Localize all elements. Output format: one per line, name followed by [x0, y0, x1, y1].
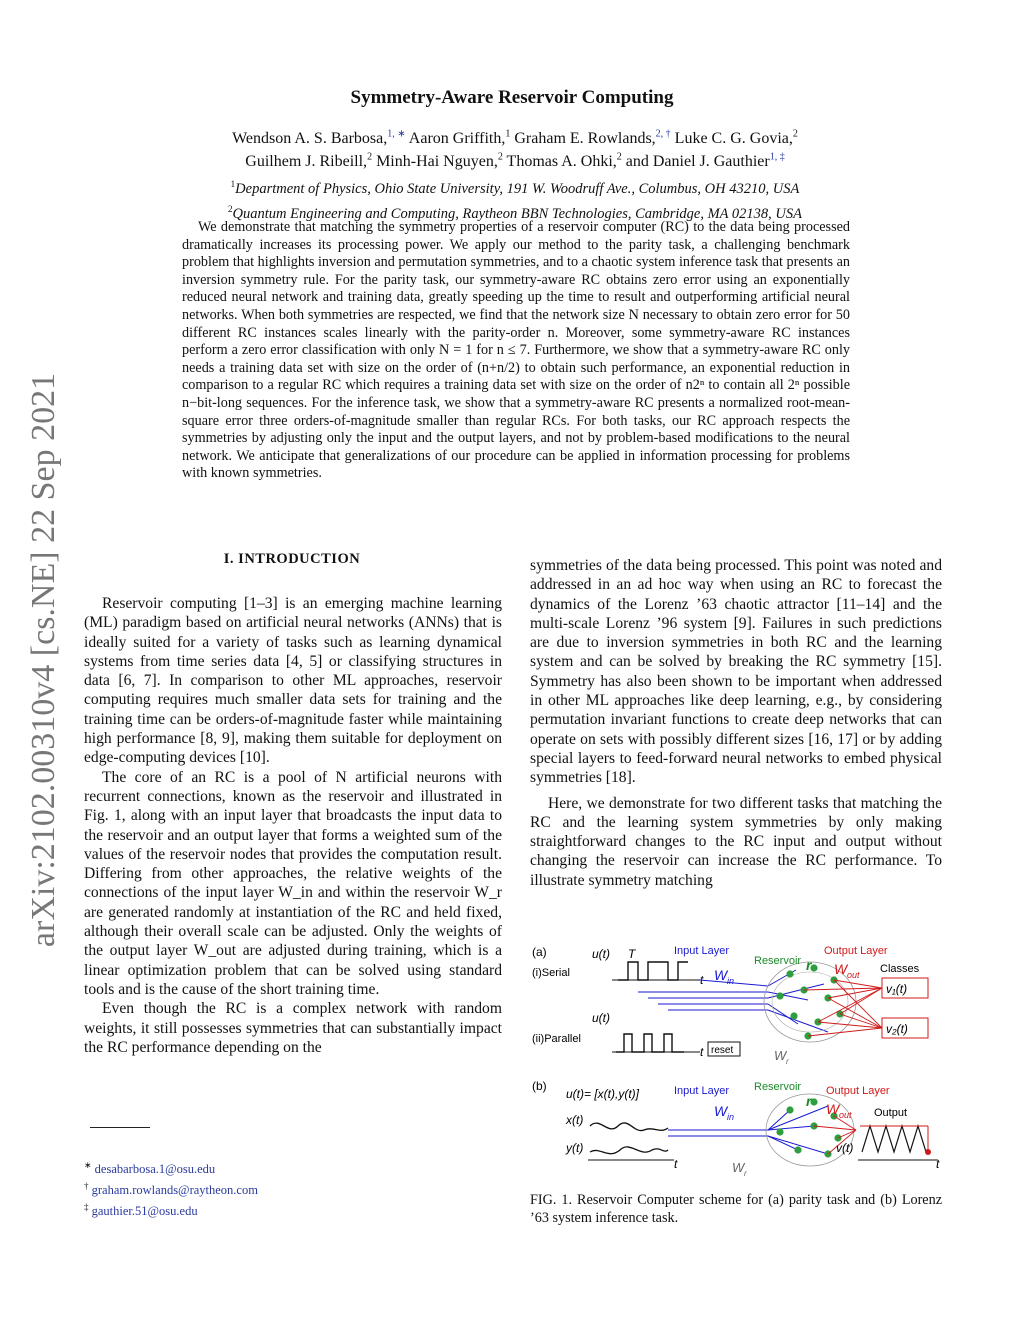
w-out-label: W — [834, 961, 848, 977]
time-label: t — [674, 1157, 678, 1171]
output-signal-label: v(t) — [836, 1141, 854, 1155]
output-layer-label: Output Layer — [826, 1085, 890, 1097]
parallel-label: (ii)Parallel — [532, 1033, 581, 1045]
input-connections-b — [668, 1106, 828, 1154]
paper-title: Symmetry-Aware Reservoir Computing — [350, 87, 674, 108]
author: Aaron Griffith, — [408, 130, 506, 147]
paragraph: Here, we demonstrate for two different tasks that matching the RC and the learning system symmetries by only making straightforward changes to the RC input and output without changing the reservoir can increase the RC performance. To illustrate symmetry matching — [530, 794, 942, 889]
section-heading: I. INTRODUCTION — [223, 551, 361, 567]
reservoir-state-label: r — [806, 1093, 812, 1109]
w-in-label: W — [714, 967, 728, 983]
author: Guilhem J. Ribeill, — [245, 153, 368, 170]
footnotes — [84, 1157, 504, 1220]
affiliations — [140, 174, 890, 224]
author: Wendson A. S. Barbosa, — [232, 130, 388, 147]
figure-1 — [528, 940, 948, 1180]
input-signal-label: u(t) — [592, 1011, 610, 1025]
x-signal-label: x(t) — [566, 1113, 584, 1127]
arxiv-identifier: arXiv:2102.00310v4 [cs.NE] 22 Sep 2021 — [25, 372, 62, 948]
paragraph: Reservoir computing [1–3] is an emerging machine learning (ML) paradigm based on artificial neural networks (ANNs) that is ideally suited for a variety of tasks such as learning dynamical systems from time series data [4, 5] or classifying structures in data [6, 7]. In comparison to other ML approaches, reservoir computing requires much smaller data sets for training and the training time can be orders-of-magnitude faster while maintaining high performance [8, 9], making them suitable for deployment on edge-computing devices [10]. — [84, 595, 502, 767]
output-layer-label: Output Layer — [824, 945, 888, 957]
w-in-label: W — [714, 1103, 728, 1119]
panel-b-label: (b) — [532, 1079, 547, 1093]
left-column — [84, 594, 502, 1057]
author: and Daniel J. Gauthier — [625, 153, 770, 170]
affiliation: $^1$Department of Physics, Ohio State University, 191 W. Woodruff Ave., Columbus, OH 43210, USA — [230, 179, 800, 197]
output-signal-trace — [862, 1126, 926, 1152]
classes-label: Classes — [880, 963, 920, 975]
w-r-label: W — [774, 1048, 787, 1063]
y-signal-label: y(t) — [566, 1141, 584, 1155]
input-vector-label: u(t)= [x(t),y(t)] — [566, 1087, 639, 1101]
class-output-label: v₁(t) — [886, 982, 908, 996]
abstract: We demonstrate that matching the symmetry properties of a reservoir computer (RC) to the data being processed dramatically increases its processing power. We apply our method to the parity task, a challenging benchmark problem that highlights inversion and permutation symmetries, and to a chaotic system inference task that presents an inversion symmetry rule. For the parity task, our symmetry-aware RC obtains zero error using an exponentially reduced neural network and training data, greatly speeding up the time to result and outperforming artificial neural networks. When both symmetries are respected, we find that the network size N necessary to obtain zero error for 50 different RC instances scales linearly with the parity-order n. Moreover, some symmetry-aware RC instances perform a zero error classification with only N = 1 for n ≤ 7. Furthermore, we show that a symmetry-aware RC only needs a training data set with size on the order of (n+n/2) to obtain such performance, an exponential reduction in comparison to a regular RC which requires a training data set with size on the order of n2ⁿ to contain all 2ⁿ possible n−bit-long sequences. For the inference task, we show that a symmetry-aware RC presents a normalized root-mean-square error three orders-of-magnitude smaller than regular RCs. For both tasks, our RC approach respects the symmetries by adjusting only the input and the output layers, and not by problem-based modifications to the neural network. We anticipate that generalizations of our procedure can be applied in information processing for problems with known symmetries. — [182, 219, 850, 482]
time-label: t — [936, 1157, 940, 1171]
email-link[interactable]: gauthier.51@osu.edu — [91, 1204, 198, 1219]
parallel-signal — [616, 1034, 684, 1052]
serial-label: (i)Serial — [532, 967, 570, 979]
y-signal-trace — [590, 1147, 668, 1154]
w-out-subscript: out — [847, 970, 860, 980]
reservoir-state-label: r — [806, 957, 812, 973]
time-label: t — [700, 1045, 704, 1059]
x-signal-trace — [590, 1123, 668, 1131]
author: Graham E. Rowlands, — [514, 130, 656, 147]
w-r-subscript: r — [744, 1169, 747, 1178]
w-out-subscript: out — [839, 1110, 852, 1120]
author: Thomas A. Ohki, — [506, 153, 617, 170]
email-link[interactable]: graham.rowlands@raytheon.com — [91, 1183, 258, 1198]
footnote: ∗ desabarbosa.1@osu.edu — [84, 1160, 216, 1177]
panel-a-label: (a) — [532, 945, 547, 959]
right-column — [530, 556, 942, 890]
author-list: Wendson A. S. Barbosa,$^{1, ∗}$ Aaron Griffith,$^1$ Graham E. Rowlands,$^{2, \dagger}$ Luke C. G. Govia,$^2$ Guilhem J. Ribeill,$^2$ Minh-Hai Nguyen,$^2$ Thomas A. Ohki,$^2$ and Daniel J. Gauthier$^{1, \ddagger}$ — [232, 128, 798, 170]
reservoir-label: Reservoir — [754, 955, 802, 967]
figure-diagram — [528, 940, 948, 1180]
w-in-subscript: in — [727, 976, 735, 986]
affiliation: $^2$Quantum Engineering and Computing, Raytheon BBN Technologies, Cambridge, MA 02138, USA — [228, 203, 802, 222]
w-r-subscript: r — [786, 1057, 789, 1066]
w-r-label: W — [732, 1160, 745, 1175]
w-out-label: W — [826, 1101, 840, 1117]
paragraph: symmetries of the data being processed. This point was noted and addressed in an ad hoc way when using an RC to forecast the dynamics of the Lorenz ’63 chaotic attractor [11–14] and the multi-scale Lorenz ’96 system [9]. Failures in such predictions are due to inversion symmetries in both RC and the learning system and can be solved by breaking the RC symmetry [15]. Symmetry has also been shown to be important when addressed in other ML approaches like deep learning, e.g., by considering permutation invariant functions to create deep networks that can operate on sets with possibly different sizes [16, 17] or by adding special layers to feed-forward neural networks to embed physical symmetries [18]. — [530, 557, 942, 787]
paragraph: The core of an RC is a pool of N artificial neurons with recurrent connections, known as the reservoir and illustrated in Fig. 1, along with an input layer that broadcasts the input data to the reservoir and an output layer that forms a weighted sum of the values of the reservoir nodes that provides the computation result. Differing from other approaches, the relative weights of the connections of the input layer W_in and within the reservoir W_r are generated randomly at instantiation of the RC and held fixed, although their overall scale can be adjusted. Only the weights of the output layer W_out are adjusted during training, which is a linear optimization problem that can be solved using standard tools and is the cause of the short training time. — [84, 768, 502, 998]
input-layer-label: Input Layer — [674, 945, 730, 957]
paragraph: Even though the RC is a complex network with random weights, it still possesses symmetries that can substantially impact the RC performance depending on the — [84, 1000, 502, 1056]
reservoir-label: Reservoir — [754, 1081, 802, 1093]
period-label: T — [628, 947, 636, 961]
serial-signal — [618, 962, 688, 980]
input-signal-label: u(t) — [592, 947, 610, 961]
author: Luke C. G. Govia, — [674, 130, 793, 147]
footnote-rule — [90, 1127, 150, 1128]
w-in-subscript: in — [727, 1112, 735, 1122]
email-link[interactable]: desabarbosa.1@osu.edu — [94, 1162, 216, 1177]
class-output-label: v₂(t) — [886, 1022, 908, 1036]
reset-label: reset — [711, 1045, 734, 1056]
footnote: † graham.rowlands@raytheon.com — [84, 1181, 258, 1198]
input-layer-label: Input Layer — [674, 1085, 730, 1097]
footnote: ‡ gauthier.51@osu.edu — [84, 1202, 198, 1219]
time-label: t — [700, 973, 704, 987]
output-label: Output — [874, 1107, 908, 1119]
author: Minh-Hai Nguyen, — [376, 153, 498, 170]
figure-caption: FIG. 1. Reservoir Computer scheme for (a) parity task and (b) Lorenz ’63 system inference task. — [530, 1192, 942, 1226]
output-point — [925, 1149, 931, 1155]
